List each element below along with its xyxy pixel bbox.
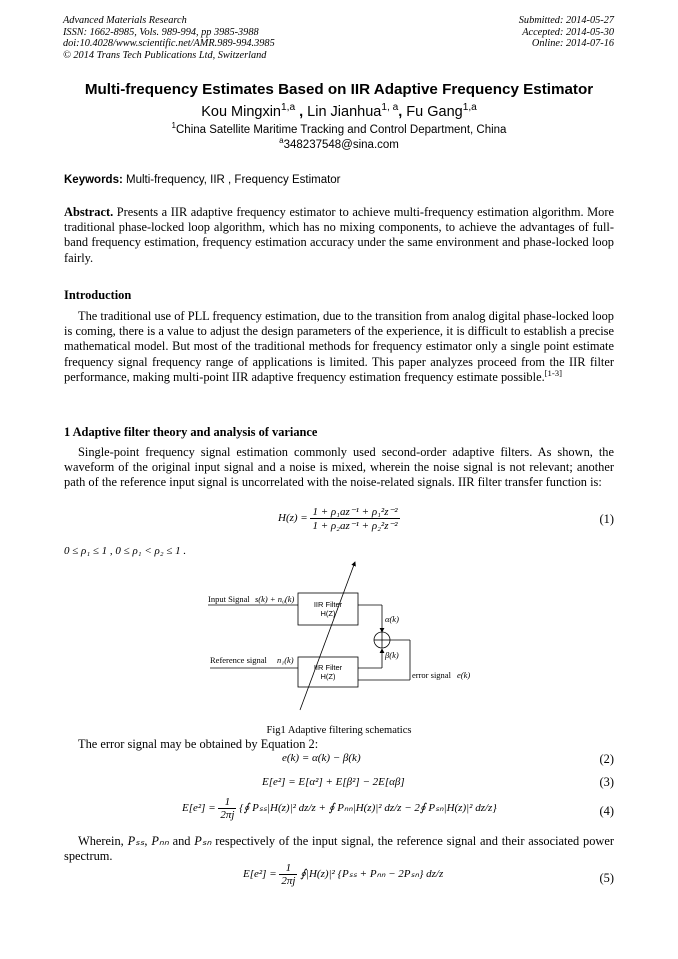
affiliation-sup: 1	[171, 121, 176, 131]
iir-filter-2-label: IIR Filter	[313, 663, 343, 672]
equation-3: E[e²] = E[α²] + E[β²] − 2E[αβ]	[262, 776, 405, 788]
keywords-text: Multi-frequency, IIR , Frequency Estimator	[122, 174, 341, 186]
eq4-body: {∮ Pₛₛ|H(z)|² dz/z + ∮ Pₙₙ|H(z)|² dz/z − 2∮ Pₛₙ|H(z)|² dz/z}	[239, 802, 497, 815]
alpha-label: α(k)	[385, 614, 399, 624]
equation-2: e(k) = α(k) − β(k)	[282, 752, 361, 764]
input-signal-expr: s(k) + n₀(k)	[255, 594, 295, 604]
journal-name: Advanced Materials Research	[63, 15, 187, 26]
submitted-date: Submitted: 2014-05-27	[518, 15, 614, 26]
wherein-pss: Pₛₛ	[127, 834, 145, 848]
wherein-text: respectively of the input signal, the reference signal and their associated power spectrum.	[64, 834, 614, 864]
accepted-date: Accepted: 2014-05-30	[522, 26, 614, 38]
email-text: 348237548@sina.com	[283, 139, 399, 151]
eq1-number: (1)	[599, 512, 614, 526]
abstract	[64, 205, 614, 266]
intro-heading: Introduction	[64, 288, 132, 302]
eq5-body: ∮|H(z)|² {Pₛₛ + Pₙₙ − 2Pₛₙ} dz/z	[300, 868, 444, 881]
online-date: Online: 2014-07-16	[531, 38, 614, 49]
copyright: © 2014 Trans Tech Publications Ltd, Switzerland	[63, 49, 267, 61]
figure-1-caption: Fig1 Adaptive filtering schematics	[266, 725, 412, 736]
eq2-number: (2)	[599, 752, 614, 766]
email-sup: a	[279, 136, 284, 146]
journal-info	[63, 15, 275, 61]
eq1-lhs: H(z) =	[278, 512, 308, 525]
equation-4	[182, 796, 497, 821]
reference-signal-label: Reference signal	[210, 655, 267, 665]
intro-ref: [1-3]	[544, 367, 562, 378]
eq5-fraction	[279, 862, 297, 887]
iir-filter-2-tf: H(Z)	[320, 672, 336, 681]
intro-text: The traditional use of PLL frequency estimation, due to the transition from analog digital phase-locked loop is coming, there is a value to adjust the design parameters of the experience, it is difficult to establish a precise mathematical model. But most of the traditional methods for frequency estimator only a single point estimate frequency signal frequency range of applications is limited. This paper analyzes proceed from the IIR filter performance, making multi-point IIR adaptive frequency estimation frequency estimate possible.	[64, 309, 614, 384]
eq4-frac-num: 1	[218, 796, 236, 809]
paper-title: Multi-frequency Estimates Based on IIR Adaptive Frequency Estimator	[84, 81, 594, 98]
error-signal-expr: e(k)	[457, 670, 471, 680]
eq1-denominator: 1 + ρ₂az⁻¹ + ρ₂²z⁻²	[312, 520, 398, 532]
author-sep-2: ,	[398, 104, 407, 120]
doi: doi:10.4028/www.scientific.net/AMR.989-994.3985	[63, 38, 275, 49]
author-3: Fu Gang	[406, 104, 463, 120]
eq5-number: (5)	[599, 871, 614, 885]
equation-1	[278, 505, 400, 532]
author-2: Lin Jianhua	[307, 104, 382, 120]
iir-filter-1-tf: H(Z)	[320, 609, 336, 618]
eq5-lhs: E[e²] =	[243, 868, 277, 881]
wherein-pnn: Pₙₙ	[151, 834, 169, 848]
wherein-and: and	[172, 834, 191, 848]
eq5-frac-den: 2πj	[281, 875, 296, 887]
author-sep-1: ,	[295, 104, 308, 120]
eq3-number: (3)	[599, 775, 614, 789]
reference-signal-expr: n₁(k)	[277, 655, 294, 665]
dates-info	[519, 15, 614, 50]
issn: ISSN: 1662-8985, Vols. 989-994, pp 3985-3988	[63, 26, 259, 38]
wherein-paragraph: Wherein, Pₛₛ, Pₙₙ and Pₛₙ respectively of the input signal, the reference signal and their associated power spectrum.	[64, 834, 614, 864]
wherein-psn: Pₛₙ	[194, 834, 212, 848]
eq4-frac-den: 2πj	[220, 809, 235, 821]
author-1-sup: 1,a	[281, 102, 296, 114]
author-email	[0, 136, 678, 151]
wherein-pre: Wherein,	[78, 834, 124, 848]
eq2-intro-text: The error signal may be obtained by Equation 2:	[78, 737, 319, 751]
eq4-number: (4)	[599, 804, 614, 818]
keywords	[64, 174, 341, 186]
rho-constraint: 0 ≤ ρ₁ ≤ 1 , 0 ≤ ρ₁ < ρ₂ ≤ 1 .	[64, 545, 187, 557]
affiliation-text: China Satellite Maritime Tracking and Control Department, China	[176, 124, 507, 136]
eq5-frac-num: 1	[279, 862, 297, 875]
adaptation-arrow	[300, 562, 355, 710]
iir-filter-1-label: IIR Filter	[313, 600, 343, 609]
eq1-numerator: 1 + ρ₁az⁻¹ + ρ₁²z⁻²	[312, 506, 398, 518]
input-signal-label: Input Signal	[208, 594, 250, 604]
eq1-fraction	[310, 505, 399, 532]
author-2-sup: 1, a	[381, 102, 399, 114]
eq4-lhs: E[e²] =	[182, 802, 216, 815]
section1-paragraph: Single-point frequency signal estimation commonly used second-order adaptive filters. As shown, the waveform of the original input signal and a noise is mixed, wherein the noise signal is not relevant; another path of the reference input signal is uncorrelated with the noise-related signals. IIR filter transfer function is:	[64, 445, 614, 490]
affiliation	[0, 121, 678, 136]
abstract-text: Presents a IIR adaptive frequency estimator to achieve multi-frequency estimation algorithm. More traditional phase-locked loop algorithm, which has no mixing components, to achieve the advantages of full-band frequency estimation, frequency estimation accuracy under the same environment and phase-locked loop fairly.	[64, 205, 614, 265]
author-3-sup: 1,a	[462, 102, 477, 114]
author-1: Kou Mingxin	[201, 104, 281, 120]
error-signal-label: error signal	[412, 670, 451, 680]
intro-paragraph	[64, 309, 614, 385]
section1-heading: 1 Adaptive filter theory and analysis of variance	[64, 425, 318, 439]
beta-label: β(k)	[385, 650, 399, 660]
abstract-label: Abstract.	[64, 205, 114, 219]
eq4-fraction	[218, 796, 236, 821]
author-list	[0, 104, 678, 120]
keywords-label: Keywords:	[64, 174, 123, 186]
equation-5	[243, 862, 443, 887]
adaptive-filter-schematic	[205, 560, 495, 720]
